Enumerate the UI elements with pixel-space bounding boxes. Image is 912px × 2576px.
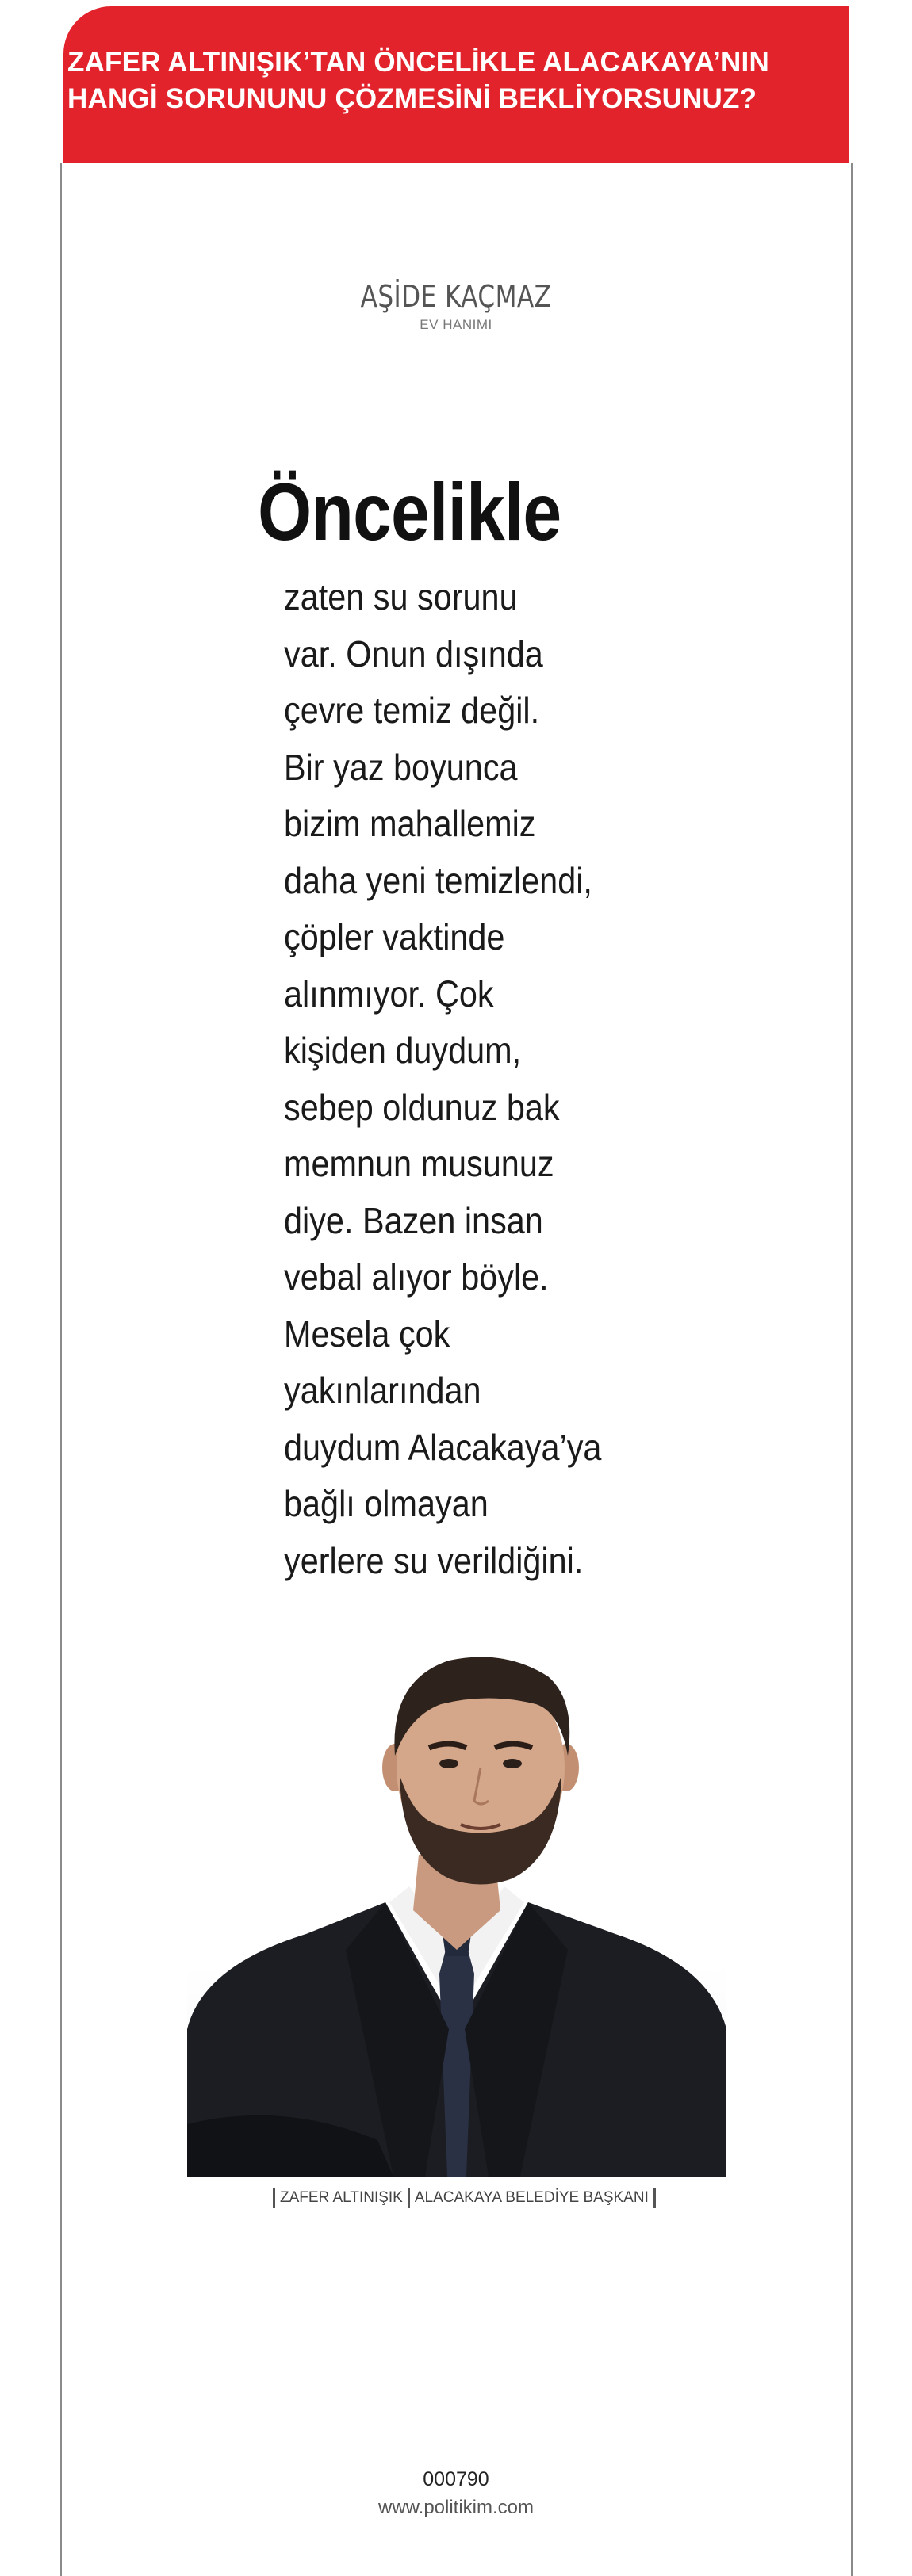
quote-line: var. Onun dışında	[284, 633, 543, 675]
footer-code: 000790	[423, 2468, 489, 2490]
author-occupation: EV HANIMI	[420, 317, 492, 332]
footer-website-link[interactable]: www.politikim.com	[377, 2497, 535, 2518]
eye-right	[503, 1759, 522, 1768]
quote-line: alınmıyor. Çok	[284, 973, 494, 1015]
quote-line: kişiden duydum,	[284, 1030, 522, 1071]
quote-line: bizim mahallemiz	[284, 803, 536, 844]
quote-line: Mesela çok	[284, 1313, 450, 1355]
caption-separator	[408, 2188, 410, 2208]
quote-line: Bir yaz boyunca	[284, 746, 518, 788]
frame-border-right	[851, 163, 853, 2576]
quote-line: vebal alıyor böyle.	[284, 1256, 549, 1298]
quote-line: çöpler vaktinde	[284, 916, 505, 957]
portrait-illustration	[187, 1617, 726, 2177]
page-title	[67, 44, 781, 117]
author-block	[317, 279, 595, 333]
caption-separator	[653, 2188, 656, 2208]
quote-line: yakınlarından	[284, 1370, 481, 1411]
quote-body	[284, 569, 712, 1589]
author-name: AŞİDE KAÇMAZ	[360, 279, 552, 314]
quote-line: memnun musunuz	[284, 1143, 554, 1184]
quote-line: bağlı olmayan	[284, 1483, 489, 1524]
frame-border-left	[60, 163, 62, 2576]
page-title-line-2: HANGİ SORUNUNU ÇÖZMESİNİ BEKLİYORSUNUZ?	[67, 83, 757, 114]
quote-line: daha yeni temizlendi,	[284, 859, 592, 901]
quote-line: yerlere su verildiğini.	[284, 1539, 584, 1581]
caption-person-name: ZAFER ALTINIŞIK	[280, 2189, 403, 2206]
caption-person-title: ALACAKAYA BELEDİYE BAŞKANI	[414, 2189, 649, 2206]
quote-line: zaten su sorunu	[284, 576, 518, 617]
quote-line: diye. Bazen insan	[284, 1199, 543, 1241]
quote-lead-word: Öncelikle	[258, 467, 561, 557]
photo-caption	[268, 2188, 661, 2208]
quote-line: duydum Alacakaya’ya	[284, 1426, 602, 1468]
eye-left	[439, 1759, 458, 1768]
quote-line: çevre temiz değil.	[284, 690, 540, 731]
person-portrait-icon	[187, 1617, 726, 2177]
page-title-line-1: ZAFER ALTINIŞIK’TAN ÖNCELİKLE ALACAKAYA’NIN	[67, 47, 769, 78]
quote-line: sebep oldunuz bak	[284, 1086, 560, 1128]
caption-separator	[273, 2188, 275, 2208]
